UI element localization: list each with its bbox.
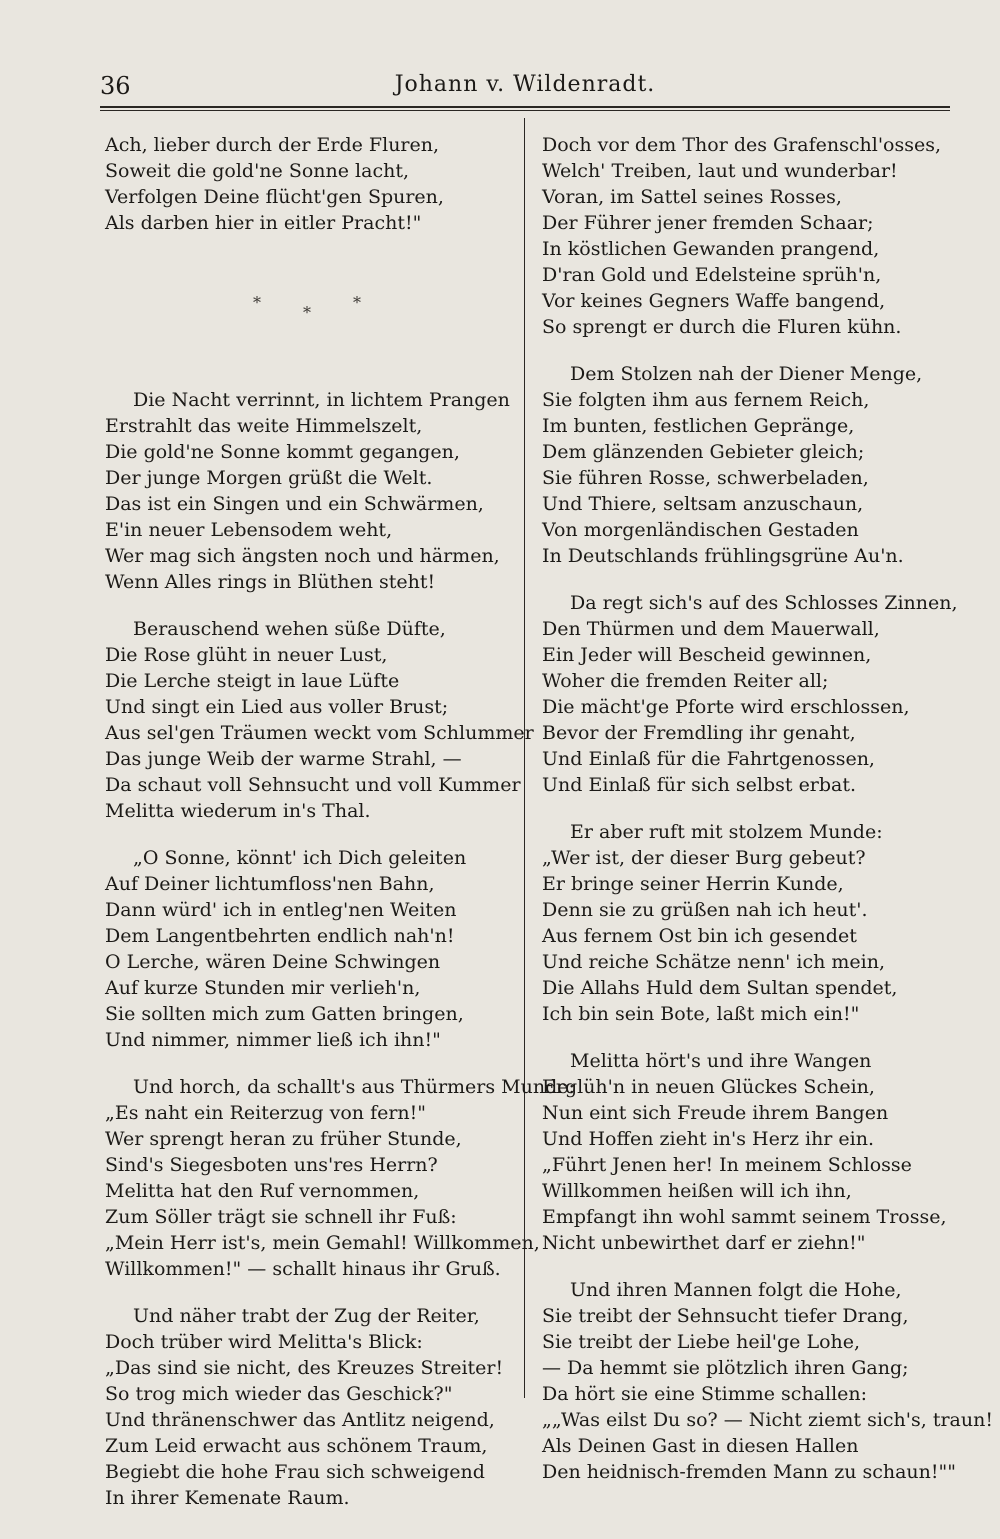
section-ornament xyxy=(105,257,515,357)
verse-line: Den heidnisch-fremden Mann zu schaun!"" xyxy=(542,1461,957,1483)
verse-line: Dem Stolzen nah der Diener Menge, xyxy=(570,363,923,385)
verse-line: Sie führen Rosse, schwerbeladen, xyxy=(542,467,869,489)
asterisk-ornament: * xyxy=(253,293,261,312)
stanza xyxy=(105,1303,515,1511)
stanza xyxy=(105,132,515,236)
verse-line: Das ist ein Singen und ein Schwärmen, xyxy=(105,493,484,515)
verse-line: Da regt sich's auf des Schlosses Zinnen, xyxy=(570,592,958,614)
verse-line: Die gold'ne Sonne kommt gegangen, xyxy=(105,441,460,463)
verse-line: Auf kurze Stunden mir verlieh'n, xyxy=(105,977,421,999)
verse-line: Wer mag sich ängsten noch und härmen, xyxy=(105,545,500,567)
verse-line: Das junge Weib der warme Strahl, — xyxy=(105,748,462,770)
verse-line: Zum Leid erwacht aus schönem Traum, xyxy=(105,1435,488,1457)
verse-line: „Wer ist, der dieser Burg gebeut? xyxy=(542,847,866,869)
verse-line: Erglüh'n in neuen Glückes Schein, xyxy=(542,1076,875,1098)
verse-line: Sind's Siegesboten uns'res Herrn? xyxy=(105,1154,438,1176)
verse-line: Als Deinen Gast in diesen Hallen xyxy=(542,1435,859,1457)
verse-line: Woher die fremden Reiter all; xyxy=(542,670,829,692)
verse-line: Zum Söller trägt sie schnell ihr Fuß: xyxy=(105,1206,457,1228)
verse-line: Und thränenschwer das Antlitz neigend, xyxy=(105,1409,495,1431)
stanza xyxy=(105,1074,575,1282)
verse-line: Die mächt'ge Pforte wird erschlossen, xyxy=(542,696,910,718)
stanza xyxy=(105,387,515,595)
verse-line: Melitta hat den Ruf vernommen, xyxy=(105,1180,420,1202)
stanza xyxy=(542,1277,993,1485)
verse-line: Und horch, da schallt's aus Thürmers Munde: xyxy=(133,1076,575,1098)
page-header xyxy=(100,66,950,106)
verse-line: Die Lerche steigt in laue Lüfte xyxy=(105,670,400,692)
verse-line: „Mein Herr ist's, mein Gemahl! Willkommen, xyxy=(105,1232,540,1254)
verse-line: Und nimmer, nimmer ließ ich ihn!" xyxy=(105,1029,441,1051)
verse-line: Begiebt die hohe Frau sich schweigend xyxy=(105,1461,485,1483)
stanza xyxy=(542,590,958,798)
verse-line: Voran, im Sattel seines Rosses, xyxy=(542,186,842,208)
verse-line: Wer sprengt heran zu früher Stunde, xyxy=(105,1128,462,1150)
verse-line: Doch trüber wird Melitta's Blick: xyxy=(105,1331,423,1353)
stanza xyxy=(542,132,952,340)
verse-line: Von morgenländischen Gestaden xyxy=(542,519,859,541)
verse-line: Dem Langentbehrten endlich nah'n! xyxy=(105,925,455,947)
asterisk-ornament: * xyxy=(353,293,361,312)
verse-line: Den Thürmen und dem Mauerwall, xyxy=(542,618,880,640)
verse-line: Die Allahs Huld dem Sultan spendet, xyxy=(542,977,898,999)
verse-line: Die Nacht verrinnt, in lichtem Prangen xyxy=(133,389,510,411)
verse-line: O Lerche, wären Deine Schwingen xyxy=(105,951,441,973)
verse-line: E'in neuer Lebensodem weht, xyxy=(105,519,393,541)
verse-line: Melitta wiederum in's Thal. xyxy=(105,800,371,822)
header-rule xyxy=(100,106,950,108)
verse-line: Aus fernem Ost bin ich gesendet xyxy=(542,925,857,947)
verse-line: — Da hemmt sie plötzlich ihren Gang; xyxy=(542,1357,909,1379)
verse-line: „Das sind sie nicht, des Kreuzes Streiter! xyxy=(105,1357,504,1379)
verse-line: Melitta hört's und ihre Wangen xyxy=(570,1050,872,1072)
stanza xyxy=(542,1048,952,1256)
verse-line: Aus sel'gen Träumen weckt vom Schlummer xyxy=(105,722,534,744)
verse-line: „Führt Jenen her! In meinem Schlosse xyxy=(542,1154,912,1176)
verse-line: Sie folgten ihm aus fernem Reich, xyxy=(542,389,870,411)
verse-line: Sie treibt der Sehnsucht tiefer Drang, xyxy=(542,1305,909,1327)
verse-line: Welch' Treiben, laut und wunderbar! xyxy=(542,160,898,182)
verse-line: In köstlichen Gewanden prangend, xyxy=(542,238,880,260)
verse-line: Der Führer jener fremden Schaar; xyxy=(542,212,874,234)
verse-line: In Deutschlands frühlingsgrüne Au'n. xyxy=(542,545,904,567)
verse-line: Sie treibt der Liebe heil'ge Lohe, xyxy=(542,1331,861,1353)
verse-line: Dem glänzenden Gebieter gleich; xyxy=(542,441,865,463)
left-column xyxy=(105,132,575,1532)
stanza xyxy=(105,616,534,824)
verse-line: Und näher trabt der Zug der Reiter, xyxy=(133,1305,480,1327)
verse-line: „„Was eilst Du so? — Nicht ziemt sich's, traun! xyxy=(542,1409,993,1431)
verse-line: Und Thiere, seltsam anzuschaun, xyxy=(542,493,864,515)
stanza xyxy=(105,845,515,1053)
verse-line: Doch vor dem Thor des Grafenschl'osses, xyxy=(542,134,942,156)
verse-line: Da hört sie eine Stimme schallen: xyxy=(542,1383,868,1405)
verse-line: Und Einlaß für die Fahrtgenossen, xyxy=(542,748,875,770)
verse-line: Und reiche Schätze nenn' ich mein, xyxy=(542,951,885,973)
stanza xyxy=(542,819,952,1027)
asterisk-ornament: * xyxy=(303,303,311,322)
verse-line: Willkommen!" — schallt hinaus ihr Gruß. xyxy=(105,1258,501,1280)
verse-line: Als darben hier in eitler Pracht!" xyxy=(105,212,422,234)
verse-line: Und singt ein Lied aus voller Brust; xyxy=(105,696,449,718)
verse-line: Erstrahlt das weite Himmelszelt, xyxy=(105,415,423,437)
verse-line: Und ihren Mannen folgt die Hohe, xyxy=(570,1279,902,1301)
verse-line: „O Sonne, könnt' ich Dich geleiten xyxy=(133,847,467,869)
verse-line: Er aber ruft mit stolzem Munde: xyxy=(570,821,883,843)
column-divider xyxy=(524,118,525,1398)
verse-line: So sprengt er durch die Fluren kühn. xyxy=(542,316,902,338)
verse-line: Er bringe seiner Herrin Kunde, xyxy=(542,873,844,895)
stanza xyxy=(542,361,952,569)
verse-line: Ein Jeder will Bescheid gewinnen, xyxy=(542,644,872,666)
verse-line: Die Rose glüht in neuer Lust, xyxy=(105,644,388,666)
verse-line: Vor keines Gegners Waffe bangend, xyxy=(542,290,886,312)
verse-line: Ach, lieber durch der Erde Fluren, xyxy=(105,134,440,156)
verse-line: „Es naht ein Reiterzug von fern!" xyxy=(105,1102,427,1124)
verse-line: Wenn Alles rings in Blüthen steht! xyxy=(105,571,436,593)
verse-line: Verfolgen Deine flücht'gen Spuren, xyxy=(105,186,444,208)
right-column xyxy=(542,132,993,1506)
verse-line: Bevor der Fremdling ihr genaht, xyxy=(542,722,856,744)
verse-line: In ihrer Kemenate Raum. xyxy=(105,1487,350,1509)
verse-line: Der junge Morgen grüßt die Welt. xyxy=(105,467,433,489)
verse-line: Ich bin sein Bote, laßt mich ein!" xyxy=(542,1003,860,1025)
verse-line: Und Einlaß für sich selbst erbat. xyxy=(542,774,857,796)
verse-line: Nicht unbewirthet darf er ziehn!" xyxy=(542,1232,866,1254)
verse-line: Willkommen heißen will ich ihn, xyxy=(542,1180,852,1202)
verse-line: Nun eint sich Freude ihrem Bangen xyxy=(542,1102,889,1124)
verse-line: D'ran Gold und Edelsteine sprüh'n, xyxy=(542,264,882,286)
running-head: Johann v. Wildenradt. xyxy=(394,72,656,97)
verse-line: Dann würd' ich in entleg'nen Weiten xyxy=(105,899,457,921)
verse-line: Empfangt ihn wohl sammt seinem Trosse, xyxy=(542,1206,947,1228)
page-number: 36 xyxy=(100,72,131,100)
verse-line: Und Hoffen zieht in's Herz ihr ein. xyxy=(542,1128,875,1150)
verse-line: Im bunten, festlichen Gepränge, xyxy=(542,415,855,437)
verse-line: So trog mich wieder das Geschick?" xyxy=(105,1383,453,1405)
verse-line: Da schaut voll Sehnsucht und voll Kummer xyxy=(105,774,521,796)
verse-line: Auf Deiner lichtumfloss'nen Bahn, xyxy=(105,873,435,895)
verse-line: Denn sie zu grüßen nah ich heut'. xyxy=(542,899,868,921)
header-rule-thin xyxy=(100,110,950,111)
verse-line: Soweit die gold'ne Sonne lacht, xyxy=(105,160,409,182)
verse-line: Sie sollten mich zum Gatten bringen, xyxy=(105,1003,464,1025)
verse-line: Berauschend wehen süße Düfte, xyxy=(133,618,446,640)
